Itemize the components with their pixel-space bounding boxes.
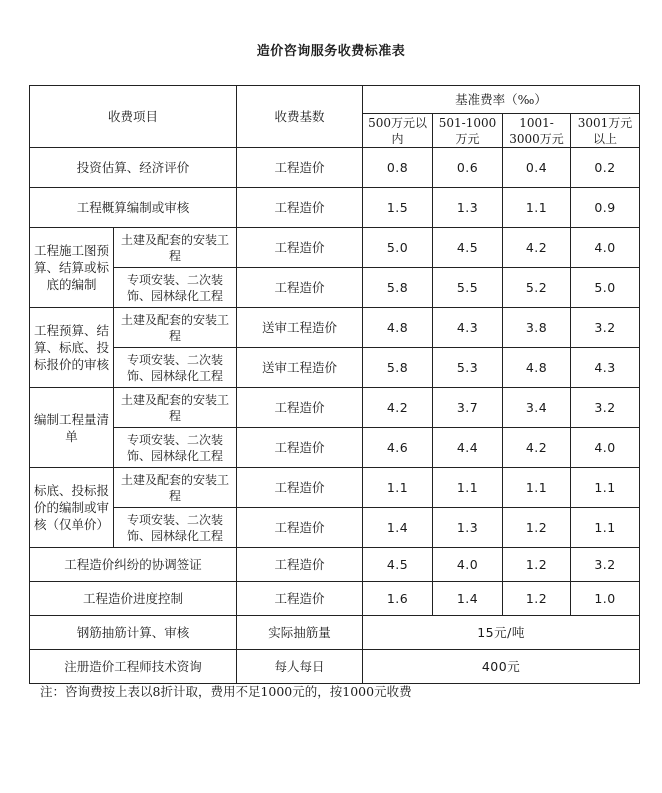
- rate-cell: 5.0: [363, 228, 433, 268]
- rate-cell: 4.3: [433, 308, 503, 348]
- table-row: [30, 428, 640, 468]
- rate-cell: 4.2: [503, 428, 571, 468]
- rate-cell: 1.6: [363, 582, 433, 616]
- table-row: [30, 148, 640, 188]
- item-cell: 注册造价工程师技术资询: [30, 650, 237, 684]
- rate-cell: 3.2: [571, 548, 640, 582]
- item-cell: 钢筋抽筋计算、审核: [30, 616, 237, 650]
- header-range: 501-1000万元: [433, 114, 503, 148]
- basis-cell: 工程造价: [237, 148, 363, 188]
- document-title: 造价咨询服务收费标准表: [256, 44, 406, 59]
- fee-standard-table: [29, 85, 640, 684]
- rate-cell: 1.2: [503, 582, 571, 616]
- rate-cell: 1.1: [503, 188, 571, 228]
- rate-cell: 4.5: [363, 548, 433, 582]
- rate-cell: 4.0: [571, 228, 640, 268]
- rate-cell: 5.8: [363, 348, 433, 388]
- basis-cell: 工程造价: [237, 548, 363, 582]
- subitem-cell: 土建及配套的安装工程: [114, 388, 237, 428]
- rate-cell: 1.1: [571, 508, 640, 548]
- rate-cell: 1.2: [503, 548, 571, 582]
- item-cell: 工程概算编制或审核: [30, 188, 237, 228]
- rate-cell: 0.4: [503, 148, 571, 188]
- subitem-cell: 土建及配套的安装工程: [114, 468, 237, 508]
- table-row: [30, 188, 640, 228]
- header-basis: 收费基数: [237, 86, 363, 148]
- rate-cell: 1.5: [363, 188, 433, 228]
- rate-cell: 3.4: [503, 388, 571, 428]
- table-row: [30, 548, 640, 582]
- header-range: 500万元以内: [363, 114, 433, 148]
- rate-cell: 5.5: [433, 268, 503, 308]
- rate-cell: 5.8: [363, 268, 433, 308]
- basis-cell: 工程造价: [237, 268, 363, 308]
- basis-cell: 工程造价: [237, 428, 363, 468]
- rate-cell: 1.1: [433, 468, 503, 508]
- header-item: 收费项目: [30, 86, 237, 148]
- rate-cell: 1.3: [433, 188, 503, 228]
- basis-cell: 工程造价: [237, 508, 363, 548]
- table-row: [30, 228, 640, 268]
- item-cell: 工程预算、结算、标底、投标报价的审核: [30, 308, 114, 388]
- subitem-cell: 专项安装、二次装饰、园林绿化工程: [114, 268, 237, 308]
- table-row: [30, 388, 640, 428]
- flat-fee-cell: 400元: [363, 650, 640, 684]
- rate-cell: 4.4: [433, 428, 503, 468]
- table-row: [30, 508, 640, 548]
- rate-cell: 1.1: [571, 468, 640, 508]
- rate-cell: 4.3: [571, 348, 640, 388]
- basis-cell: 工程造价: [237, 228, 363, 268]
- rate-cell: 0.8: [363, 148, 433, 188]
- rate-cell: 3.2: [571, 388, 640, 428]
- rate-cell: 1.4: [433, 582, 503, 616]
- table-row: [30, 268, 640, 308]
- rate-cell: 3.2: [571, 308, 640, 348]
- rate-cell: 0.2: [571, 148, 640, 188]
- basis-cell: 工程造价: [237, 582, 363, 616]
- header-rate-group: 基准费率（‰）: [363, 86, 640, 114]
- rate-cell: 3.8: [503, 308, 571, 348]
- rate-cell: 1.3: [433, 508, 503, 548]
- header-range: 1001-3000万元: [503, 114, 571, 148]
- rate-cell: 5.0: [571, 268, 640, 308]
- rate-cell: 4.6: [363, 428, 433, 468]
- basis-cell: 送审工程造价: [237, 308, 363, 348]
- table-row: [30, 308, 640, 348]
- rate-cell: 5.2: [503, 268, 571, 308]
- subitem-cell: 专项安装、二次装饰、园林绿化工程: [114, 428, 237, 468]
- header-row: [30, 86, 640, 114]
- table-row: [30, 650, 640, 684]
- item-cell: 工程造价纠纷的协调签证: [30, 548, 237, 582]
- header-range: 3001万元以上: [571, 114, 640, 148]
- basis-cell: 每人每日: [237, 650, 363, 684]
- rate-cell: 5.3: [433, 348, 503, 388]
- rate-cell: 0.6: [433, 148, 503, 188]
- table-row: [30, 616, 640, 650]
- rate-cell: 4.0: [571, 428, 640, 468]
- rate-cell: 4.2: [503, 228, 571, 268]
- subitem-cell: 专项安装、二次装饰、园林绿化工程: [114, 348, 237, 388]
- subitem-cell: 专项安装、二次装饰、园林绿化工程: [114, 508, 237, 548]
- rate-cell: 4.8: [503, 348, 571, 388]
- rate-cell: 4.8: [363, 308, 433, 348]
- item-cell: 标底、投标报价的编制或审核（仅单价）: [30, 468, 114, 548]
- rate-cell: 1.4: [363, 508, 433, 548]
- rate-cell: 1.2: [503, 508, 571, 548]
- basis-cell: 送审工程造价: [237, 348, 363, 388]
- basis-cell: 工程造价: [237, 388, 363, 428]
- item-cell: 编制工程量清单: [30, 388, 114, 468]
- subitem-cell: 土建及配套的安装工程: [114, 308, 237, 348]
- rate-cell: 4.2: [363, 388, 433, 428]
- rate-cell: 4.5: [433, 228, 503, 268]
- rate-cell: 1.1: [503, 468, 571, 508]
- basis-cell: 工程造价: [237, 188, 363, 228]
- flat-fee-cell: 15元/吨: [363, 616, 640, 650]
- rate-cell: 3.7: [433, 388, 503, 428]
- rate-cell: 4.0: [433, 548, 503, 582]
- rate-cell: 1.0: [571, 582, 640, 616]
- rate-cell: 1.1: [363, 468, 433, 508]
- table-row: [30, 468, 640, 508]
- basis-cell: 工程造价: [237, 468, 363, 508]
- rate-cell: 0.9: [571, 188, 640, 228]
- item-cell: 工程施工图预算、结算或标底的编制: [30, 228, 114, 308]
- table-row: [30, 348, 640, 388]
- item-cell: 投资估算、经济评价: [30, 148, 237, 188]
- item-cell: 工程造价进度控制: [30, 582, 237, 616]
- subitem-cell: 土建及配套的安装工程: [114, 228, 237, 268]
- basis-cell: 实际抽筋量: [237, 616, 363, 650]
- footnote: 注：咨询费按上表以8折计取，费用不足1000元的，按1000元收费: [40, 684, 412, 699]
- table-row: [30, 582, 640, 616]
